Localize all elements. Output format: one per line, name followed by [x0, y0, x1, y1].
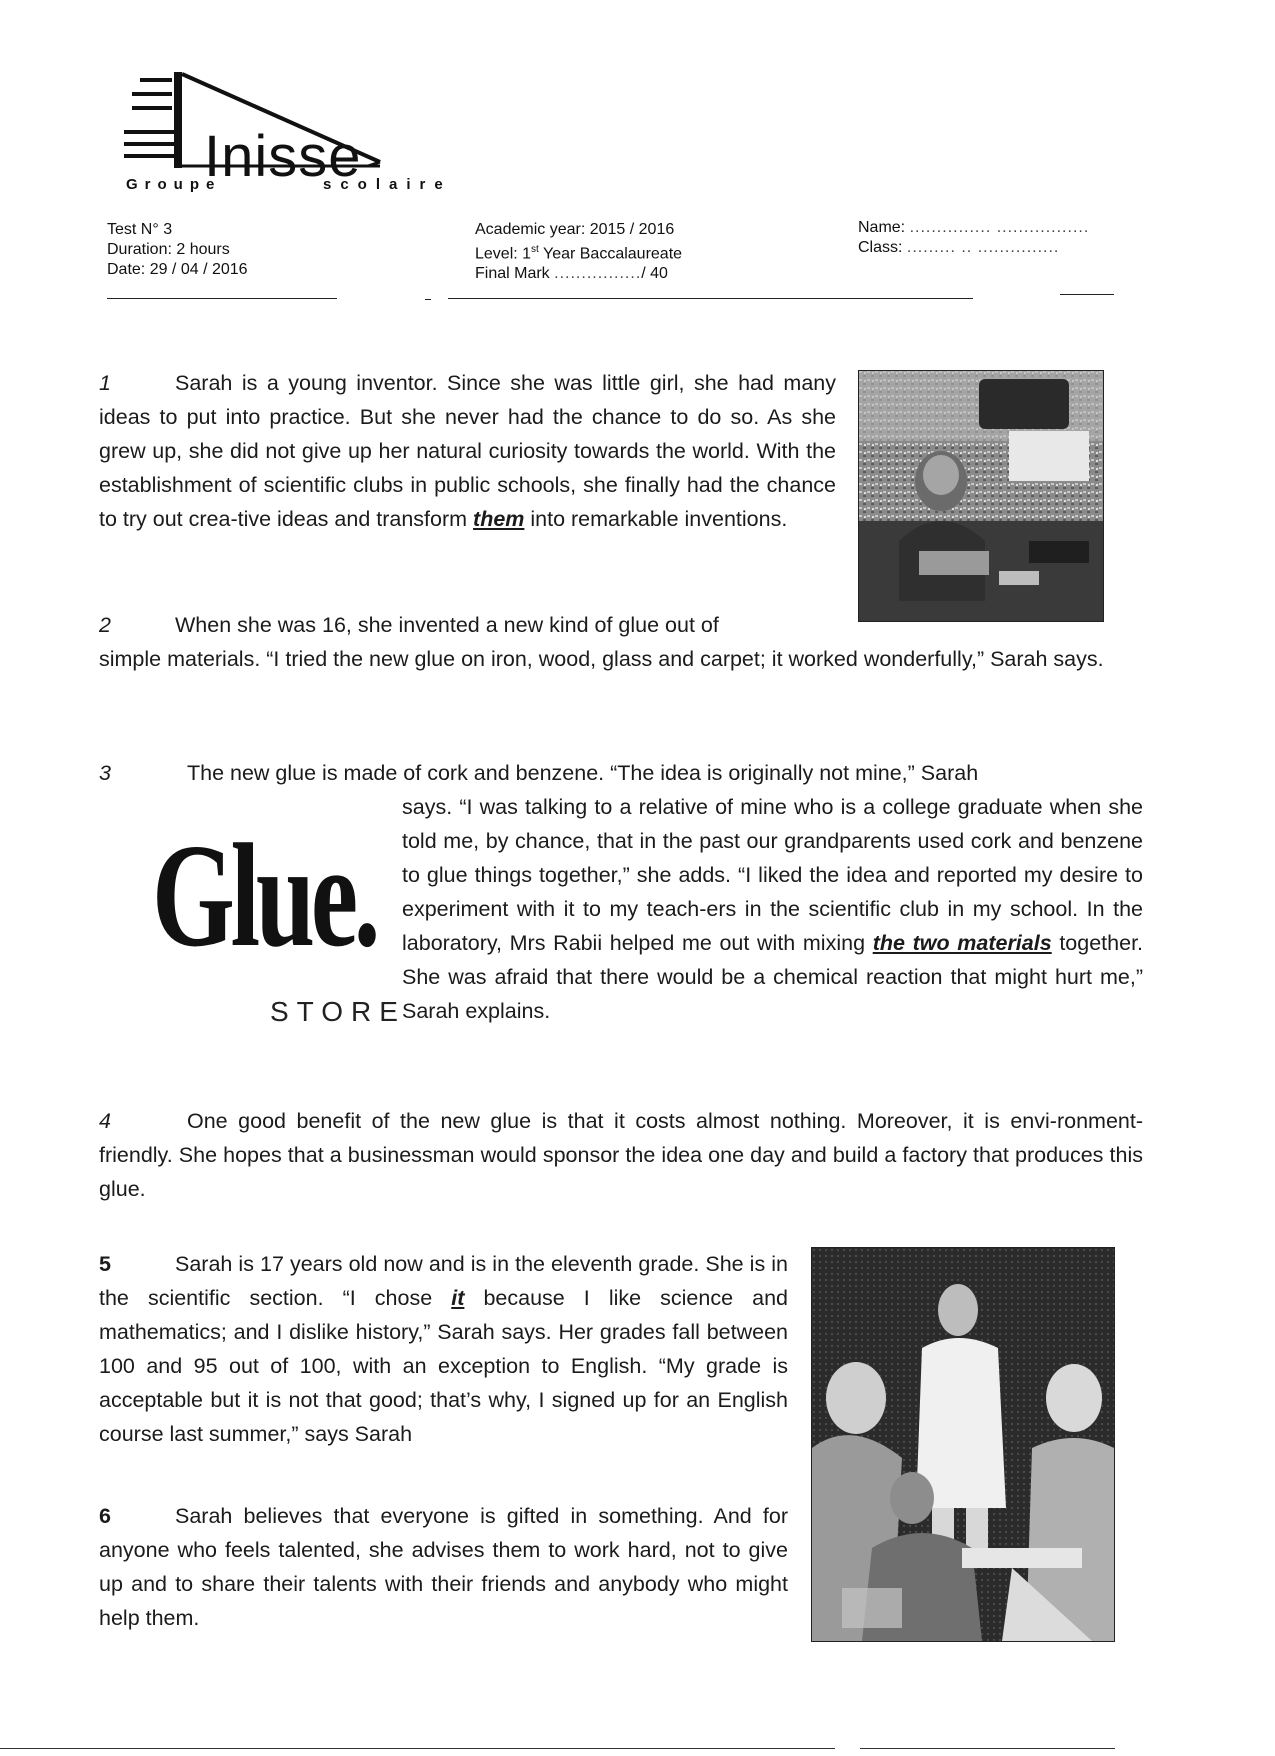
- paragraph-number: 2: [99, 613, 111, 637]
- paragraph-3-first-line: [99, 756, 1143, 790]
- test-date: Date: 29 / 04 / 2016: [107, 261, 248, 278]
- paragraph-2: [99, 642, 1143, 676]
- name-line: [858, 218, 1089, 238]
- header-rule-tick: [425, 299, 431, 300]
- header-rule-middle: [448, 298, 973, 299]
- test-duration: Duration: 2 hours: [107, 241, 230, 258]
- paragraph-2-first-line: [99, 608, 836, 642]
- inventor-photo: [858, 370, 1104, 622]
- academic-info: [475, 220, 682, 284]
- level-suffix: Year Baccalaureate: [538, 245, 683, 263]
- logo-subtitle-scolaire: scolaire: [323, 176, 452, 193]
- footer-rule-right: [860, 1748, 1115, 1749]
- glue-logo-store: STORE: [270, 996, 406, 1027]
- class-blank[interactable]: ......... .. ...............: [906, 239, 1060, 256]
- reference-word-it: it: [451, 1286, 465, 1310]
- test-number: Test N° 3: [107, 221, 173, 238]
- header-rule-right: [1060, 294, 1114, 295]
- level-sup: st: [531, 244, 539, 255]
- paragraph-number: 5: [99, 1252, 111, 1276]
- footer-rule-left: [0, 1748, 835, 1749]
- paragraph-number: 6: [99, 1504, 111, 1528]
- final-mark: [475, 264, 682, 284]
- paragraph-text: together. She was afraid that there would be a chemical reaction that might hurt me,” Sarah explains.: [402, 931, 1144, 1023]
- student-info: [858, 218, 1089, 258]
- final-mark-blank[interactable]: ................: [554, 265, 642, 283]
- level-prefix: Level: 1: [475, 245, 532, 263]
- classroom-photo-graphic: [812, 1248, 1114, 1641]
- paragraph-1: [99, 366, 836, 536]
- academic-year: Academic year: 2015 / 2016: [475, 221, 675, 238]
- logo-wordmark: Inisse: [204, 124, 362, 189]
- paragraph-text: because I like science and mathematics; and I dislike history,” Sarah says. Her grades fall between 100 and 95 out of 100, with an exception to English. “My grade is acceptable but it is not that good; that’s why, I signed up for an English course last summer,” says Sarah: [99, 1286, 788, 1446]
- paragraph-5: [99, 1247, 788, 1451]
- paragraph-text: simple materials. “I tried the new glue on iron, wood, glass and carpet; it worked wonderfully,” Sarah says.: [99, 647, 1104, 671]
- paragraph-number: 4: [99, 1109, 111, 1133]
- reference-word-them: them: [473, 507, 525, 531]
- paragraph-number: 3: [99, 761, 111, 785]
- final-mark-total: / 40: [641, 265, 668, 283]
- name-label: Name:: [858, 219, 906, 236]
- level: [475, 240, 682, 264]
- paragraph-text: Sarah believes that everyone is gifted in something. And for anyone who feels talented, she advises them to work hard, not to give up and to share their talents with their friends and anybody who might help them.: [99, 1504, 788, 1630]
- school-logo: [118, 72, 452, 193]
- final-mark-label: Final Mark: [475, 265, 550, 283]
- logo-subtitle-groupe: Groupe: [126, 176, 222, 193]
- class-line: [858, 238, 1089, 258]
- paragraph-number: 1: [99, 371, 111, 395]
- paragraph-text: Sarah is 17 years old now and is in the eleventh grade. She is in the scientific section. “I chose: [99, 1252, 788, 1310]
- reference-phrase-the-two-materials: the two materials: [872, 931, 1052, 955]
- paragraph-4: [99, 1104, 1143, 1206]
- paragraph-6: [99, 1499, 788, 1635]
- glue-logo-word: Glue.: [152, 814, 377, 978]
- name-blank[interactable]: ............... .................: [909, 219, 1090, 236]
- paragraph-text: says. “I was talking to a relative of mine who is a college graduate when she told me, by chance, that in the past our grandparents used cork and benzene to glue things together,” she adds. “I liked the idea and reported my desire to experiment with it to my teach-ers in the scientific club in my school. In the laboratory, Mrs Rabii helped me out with mixing: [402, 795, 1143, 955]
- class-label: Class:: [858, 239, 903, 256]
- paragraph-text: One good benefit of the new glue is that it costs almost nothing. Moreover, it is envi-ronment-friendly. She hopes that a businessman would sponsor the idea one day and build a factory that produces this glue.: [99, 1109, 1143, 1201]
- inventor-photo-graphic: [859, 371, 1103, 621]
- paragraph-3: [402, 790, 1143, 1028]
- paragraph-text: Sarah is a young inventor. Since she was little girl, she had many ideas to put into practice. But she never had the chance to do so. As she grew up, she did not give up her natural curiosity towards the world. With the establishment of scientific clubs in public schools, she finally had the chance to try out crea-tive ideas and transform: [99, 371, 836, 531]
- classroom-photo: [811, 1247, 1115, 1642]
- test-info: [107, 220, 248, 280]
- paragraph-text: When she was 16, she invented a new kind of glue out of: [175, 613, 719, 637]
- paragraph-text: into remarkable inventions.: [524, 507, 788, 531]
- paragraph-text: The new glue is made of cork and benzene. “The idea is originally not mine,” Sarah: [187, 761, 979, 785]
- header-rule-left: [107, 298, 337, 299]
